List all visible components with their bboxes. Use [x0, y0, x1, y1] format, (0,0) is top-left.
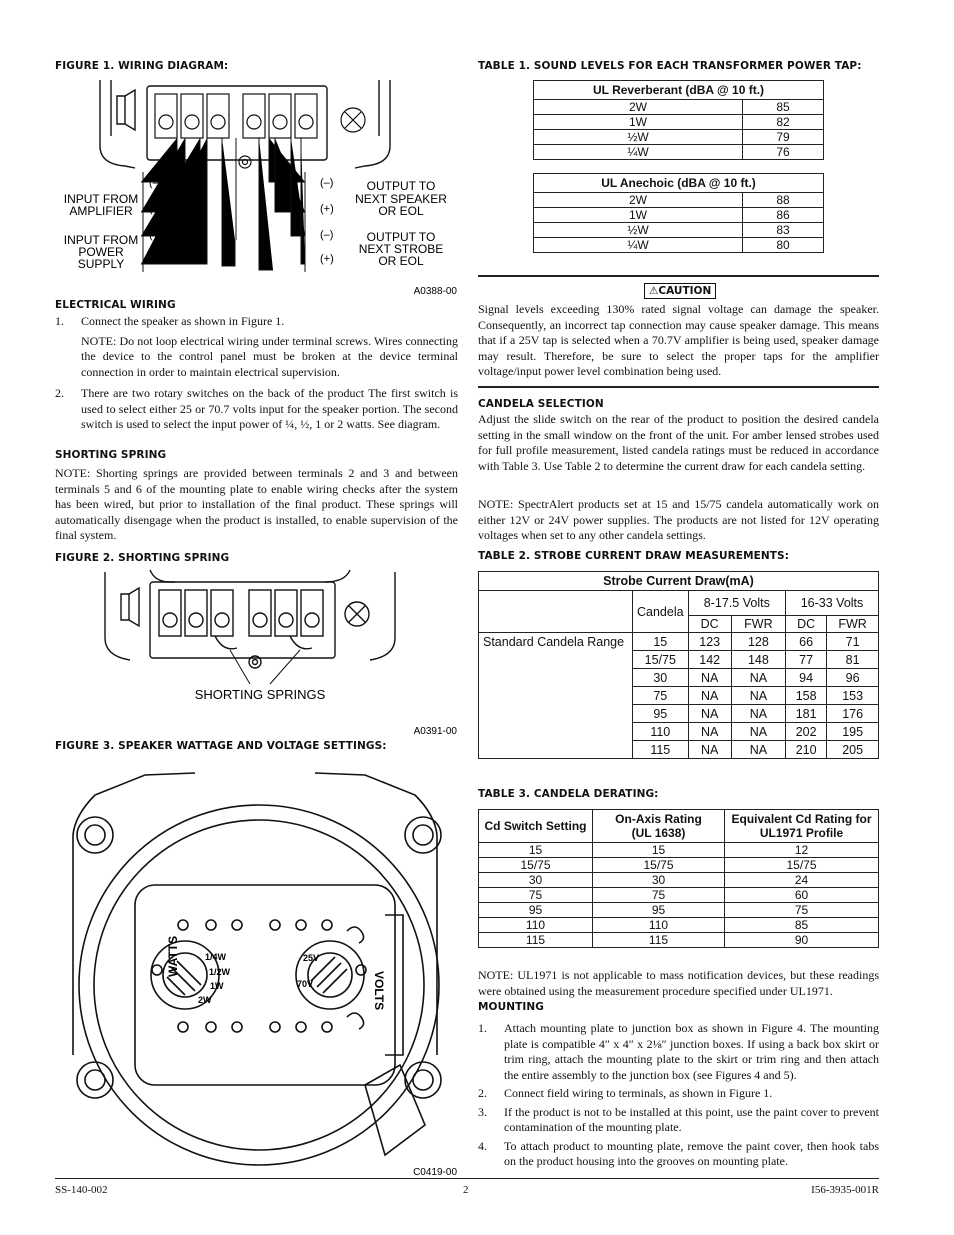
spk-plus: (+)	[320, 203, 334, 215]
footer-right: I56-3935-001R	[811, 1184, 879, 1196]
caution-text: Signal levels exceeding 130% rated signal voltage can damage the speaker. Consequently, an incorrect tap connection may cause speaker damage. This means that if a 25V tap is selected when a 70.7V amplifier is being used, speaker damage may result. Therefore, be sure to select the proper taps for the amplifier voltage/input power level combination being used.	[478, 302, 879, 378]
w-2: 2W	[198, 995, 212, 1005]
table3-title: TABLE 3. CANDELA DERATING:	[478, 788, 659, 800]
candela-selection-title: CANDELA SELECTION	[478, 398, 604, 410]
w-1: 1W	[210, 981, 224, 991]
out-spk-l1: OUTPUT TO	[366, 179, 436, 193]
page-number: 2	[463, 1184, 469, 1196]
figure3-code: C0419-00	[413, 1167, 457, 1178]
anechoic-table: UL Anechoic (dBA @ 10 ft.) 2W 88 1W 86 ½W 83 ¼W 80	[533, 173, 824, 253]
watts-label: WATTS	[166, 935, 180, 977]
list-item: 4. To attach product to mounting plate, remove the paint cover, then hook tabs on the product housing into the grooves on mounting plate.	[478, 1138, 879, 1168]
candela-selection-p2: NOTE: SpectrAlert products set at 15 and 15/75 candela automatically work on either 12V or 24V power supplies. The products are not listed for 12V operating voltages when set to any other candela settings.	[478, 497, 879, 542]
input-pwr-l1: INPUT FROM	[63, 233, 139, 247]
table3-note: NOTE: UL1971 is not applicable to mass notification devices, but these readings were obtained using the measurement procedure specified under UL1971.	[478, 968, 879, 998]
out-spk-l3: OR EOL	[378, 204, 424, 218]
volts-label: VOLTS	[372, 971, 386, 1011]
v-25: 25V	[303, 953, 320, 963]
input-amp-l2: AMPLIFIER	[69, 204, 133, 218]
input-amp-l1: INPUT FROM	[63, 192, 139, 206]
out-str-l1: OUTPUT TO	[366, 230, 436, 244]
figure2-title: FIGURE 2. SHORTING SPRING	[55, 552, 230, 564]
w-half: 1/2W	[209, 967, 231, 977]
out-str-l2: NEXT STROBE	[358, 242, 444, 256]
reverberant-table: UL Reverberant (dBA @ 10 ft.) 2W 85 1W 82 ½W 79 ¼W 76	[533, 80, 824, 160]
warning-icon: ⚠	[649, 285, 659, 297]
str-plus: (+)	[320, 253, 334, 265]
w-quarter: 1/4W	[205, 952, 227, 962]
strobe-current-table: Strobe Current Draw(mA) Candela 8-17.5 Volts 16-33 Volts DC FWR DC FWR Standard Candela Range 15 123 128 66 71 15/75 142 148 77 81 30 NA NA 94 96 75 NA NA 158 153 95 NA NA 181 176 110 NA NA 202 195 115 NA NA 210 205	[478, 571, 879, 759]
electrical-wiring-list: 1. Connect the speaker as shown in Figure 1. NOTE: Do not loop electrical wiring under terminal screws. Wires connecting the device to the control panel must be broken at the device terminal connection in order to maintain electrical supervision. 2. There are two rotary switches on the back of the product The first switch is used to select either 25 or 70.7 volts input for the speaker portion. The second switch is used to select the input power of ¼, ½, 1 or 2 watts. See diagram.	[55, 314, 458, 431]
wattage-voltage-figure	[55, 755, 460, 1179]
out-str-l3: OR EOL	[378, 254, 424, 268]
table2-title: TABLE 2. STROBE CURRENT DRAW MEASUREMENTS:	[478, 550, 790, 562]
ew-item1: Connect the speaker as shown in Figure 1.	[81, 314, 285, 328]
out-spk-l2: NEXT SPEAKER	[355, 192, 447, 206]
list-item: 3. If the product is not to be installed at this point, use the paint cover to prevent contamination of the mounting plate.	[478, 1104, 879, 1134]
mounting-list	[478, 1021, 879, 1170]
pwr-minus: (–)	[149, 229, 163, 241]
mounting-title: MOUNTING	[478, 1001, 544, 1013]
list-item: 2. Connect field wiring to terminals, as shown in Figure 1.	[478, 1086, 773, 1100]
candela-selection-p1: Adjust the slide switch on the rear of the product to position the desired candela setting in the small window on the front of the unit. For amber lensed strobes used for full profile measurement, listed candela ratings must be reduced in accordance with Table 3. Use Table 2 to determine the current draw for each candela setting.	[478, 412, 879, 473]
figure3-title: FIGURE 3. SPEAKER WATTAGE AND VOLTAGE SETTINGS:	[55, 740, 387, 752]
shorting-spring-text: NOTE: Shorting springs are provided between terminals 2 and 3 and between terminals 5 and 6 of the mounting plate to enable wiring checks after the system has been wired, but prior to installation of the final product. These springs will automatically disengage when the product is installed, to enable supervision of the final system.	[55, 466, 458, 542]
divider-1	[478, 275, 879, 277]
figure2-code: A0391-00	[413, 726, 457, 737]
divider-2	[478, 386, 879, 388]
pwr-plus: (+)	[149, 253, 163, 265]
figure1-code: A0388-00	[413, 286, 457, 297]
str-minus: (–)	[320, 229, 334, 241]
v-70: 70V	[297, 979, 314, 989]
amp-minus: (–)	[149, 177, 163, 189]
shorting-spring-figure	[55, 568, 460, 740]
ew-item2: There are two rotary switches on the back of the product The first switch is used to select either 25 or 70.7 volts input for the speaker portion. The second switch is used to select the input power of ¼, ½, 1 or 2 watts. See diagram.	[81, 386, 458, 431]
shorting-springs-label: SHORTING SPRINGS	[194, 687, 326, 702]
spk-minus: (–)	[320, 177, 334, 189]
figure1-title: FIGURE 1. WIRING DIAGRAM:	[55, 60, 229, 72]
input-pwr-l3: SUPPLY	[77, 257, 125, 271]
shorting-spring-title: SHORTING SPRING	[55, 449, 167, 461]
input-pwr-l2: POWER	[78, 245, 124, 259]
table1-title: TABLE 1. SOUND LEVELS FOR EACH TRANSFORMER POWER TAP:	[478, 60, 862, 72]
footer-rule	[55, 1178, 879, 1179]
caution-badge: ⚠CAUTION	[644, 283, 716, 299]
candela-derating-table: Cd Switch Setting On-Axis Rating (UL 1638) Equivalent Cd Rating for UL1971 Profile 15 15 12 15/75 15/75 15/75 30 30 24 75 75 60 95 95 75 110 110 85 115 115 90	[478, 809, 879, 948]
list-item: 1. Attach mounting plate to junction box as shown in Figure 4. The mounting plate is compatible 4″ x 4″ x 2⅛″ junction boxes. If using a back box skirt or trim ring, attach the mounting plate to the skirt or trim ring and then attach the entire assembly to the junction box (see Figures 4 and 5).	[478, 1021, 879, 1082]
ew-note: NOTE: Do not loop electrical wiring under terminal screws. Wires connecting the device to the control panel must be broken at the device terminal connection in order to maintain electrical supervision.	[81, 333, 458, 379]
electrical-wiring-title: ELECTRICAL WIRING	[55, 299, 176, 311]
amp-plus: (+)	[149, 203, 163, 215]
footer-left: SS-140-002	[55, 1184, 108, 1196]
wiring-diagram	[55, 76, 460, 298]
